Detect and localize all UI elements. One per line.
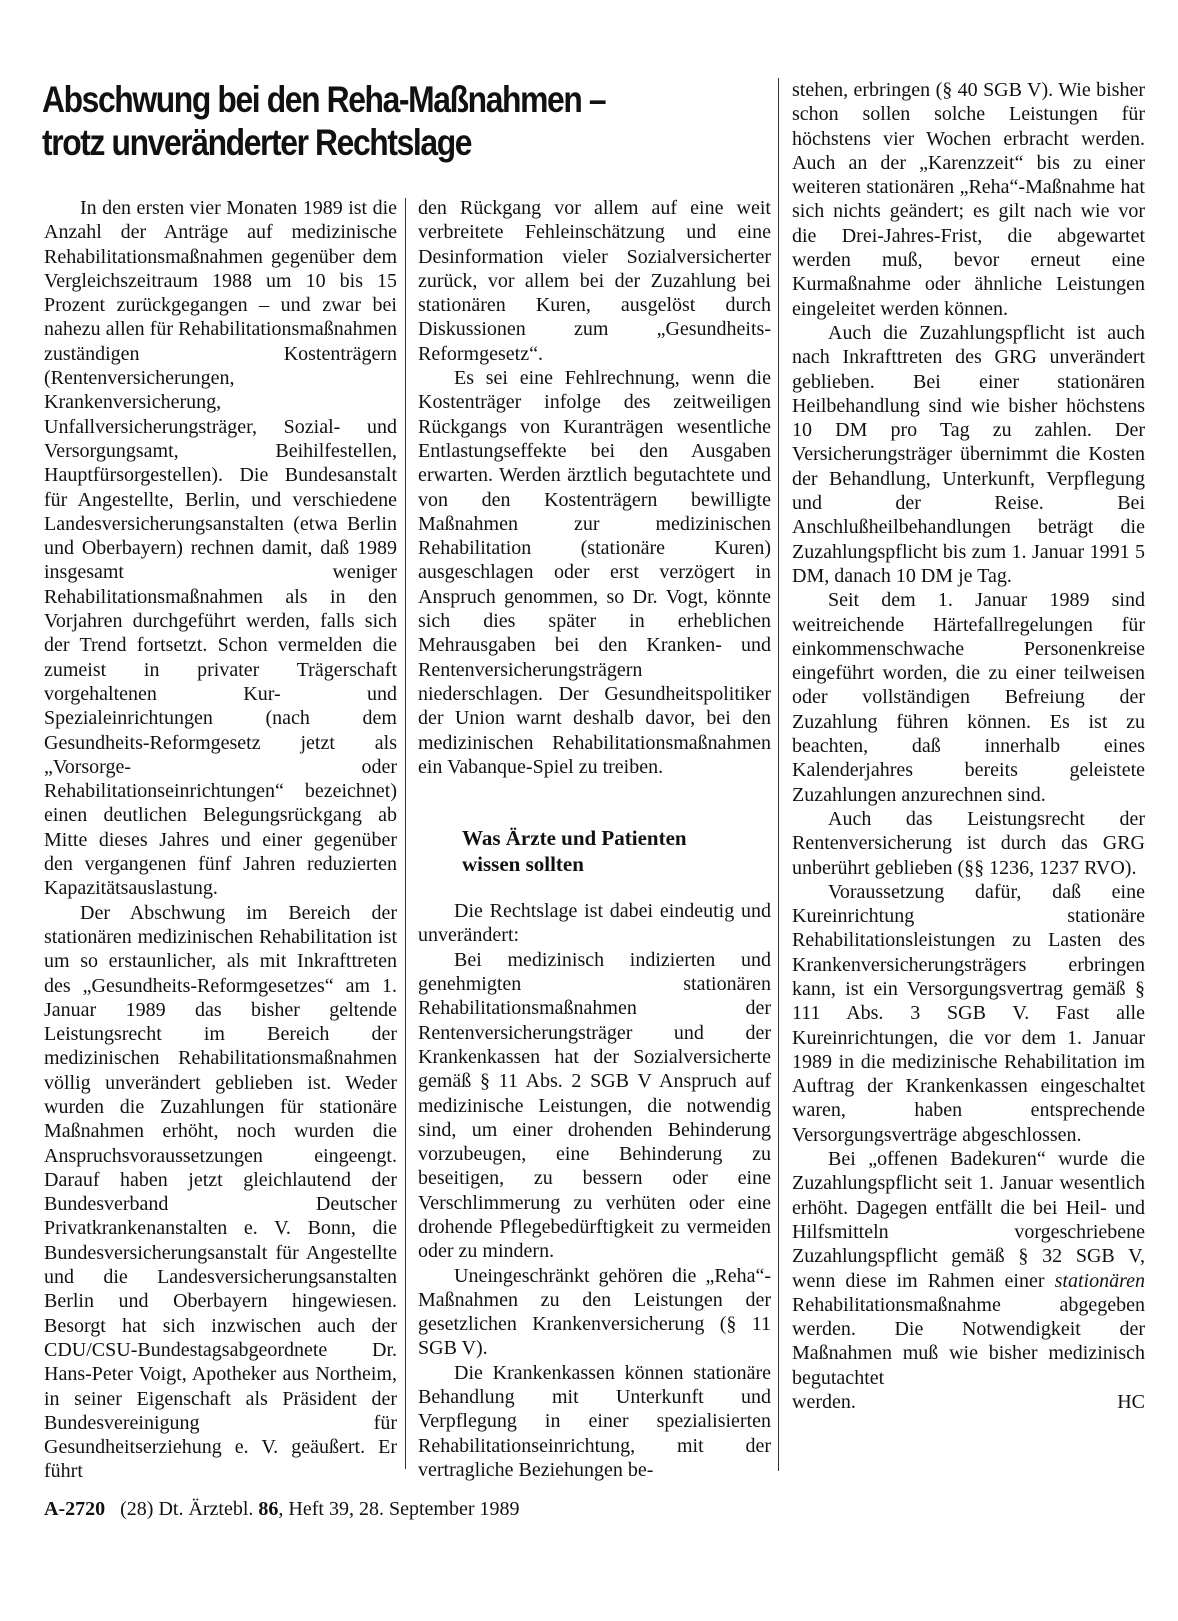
page-number: (28) (120, 1498, 154, 1520)
article-headline (42, 78, 644, 164)
paragraph-text: Bei „offenen Badekuren“ wurde die Zuzahlungspflicht seit 1. Januar wesentlich erhöht. Dagegen entfällt die bei Heil- und Hilfsmitteln vorgeschriebene Zuzahlungspflicht gemäß § 32 SGB V, wenn diese im Rahmen einer (792, 1148, 1145, 1292)
paragraph: Es sei eine Fehlrechnung, wenn die Kostenträger infolge des zeitweiligen Rückgangs von Kuranträgen wesentliche Entlastungseffekte bei den Ausgaben erwarten. Werden ärztlich begutachtete und von den Kostenträgern bewilligte Maßnahmen zur medizinischen Rehabilitation (stationäre Kuren) ausgeschlagen oder erst verzögert in Anspruch genommen, so Dr. Vogt, könnte sich dies später in erheblichen Mehrausgaben bei den Kranken- und Rentenversicherungsträgern niederschlagen. Der Gesundheitspolitiker der Union warnt deshalb davor, bei den medizinischen Rehabilitationsmaßnahmen ein Vabanque-Spiel zu treiben. (418, 367, 771, 778)
paragraph: Auch die Zuzahlungspflicht ist auch nach Inkrafttreten des GRG unverändert geblieben. Bei einer stationären Heilbehandlung sind wie bisher höchstens 10 DM pro Tag zu zahlen. Der Versicherungsträger übernimmt die Kosten der Behandlung, Unterkunft, Verpflegung und der Reise. Bei Anschlußheilbehandlungen beträgt die Zuzahlungspflicht bis zum 1. Januar 1991 5 DM, danach 10 DM je Tag. (792, 321, 1145, 587)
paragraph: stehen, erbringen (§ 40 SGB V). Wie bisher schon sollen solche Leistungen für höchstens vier Wochen erbracht werden. Auch an der „Karenzzeit“ bis zu einer weiteren stationären „Reha“-Maßnahme hat sich nichts geändert; es gilt nach wie vor die Drei-Jahres-Frist, die abgewartet werden muß, bevor erneut eine Kurmaßnahme oder ähnliche Leistungen eingeleitet werden können. (792, 79, 1145, 320)
author-signature: HC (1117, 1391, 1145, 1414)
paragraph: Der Abschwung im Bereich der stationären medizinischen Rehabilitation ist um so erstaunlicher, als mit Inkrafttreten des „Gesundheits-Reformgesetzes“ am 1. Januar 1989 das bisher geltende Leistungsrecht im Bereich der medizinischen Rehabilitationsmaßnahmen völlig unverändert geblieben ist. Weder wurden die Zuzahlungen für stationäre Maßnahmen erhöht, noch wurden die Anspruchsvoraussetzungen eingeengt. Darauf haben jetzt gleichlautend der Bundesverband Deutscher Privatkrankenanstalten e. V. Bonn, die Bundesversicherungsanstalt für Angestellte und die Landesversicherungsanstalten Berlin und Oberbayern hingewiesen. Besorgt hat sich inzwischen auch der CDU/CSU-Bundestagsabgeordnete Dr. Hans-Peter Voigt, Apotheker aus Northeim, in seiner Eigenschaft als Präsident der Bundesvereinigung für Gesundheitserziehung e. V. geäußert. Er führt (44, 901, 397, 1483)
journal-volume: 86 (258, 1498, 279, 1520)
page-code: A-2720 (44, 1498, 106, 1520)
paragraph: Bei medizinisch indizierten und genehmigten stationären Rehabilitationsmaßnahmen der Rentenversicherungsträger und der Krankenkassen hat der Sozialversicherte gemäß § 11 Abs. 2 SGB V Anspruch auf medizinische Leistungen, die notwendig sind, um einer drohenden Behinderung vorzubeugen, eine Behinderung zu beseitigen, zu bessern oder eine Verschlimmerung zu verhüten oder eine drohende Pflegebedürftigkeit zu vermeiden oder zu mindern. (418, 948, 771, 1263)
text-column-3 (792, 78, 1145, 1414)
paragraph (792, 1147, 1145, 1390)
text-column-1 (44, 196, 397, 1484)
journal-name: Dt. Ärztebl. (158, 1498, 254, 1520)
paragraph: Die Krankenkassen können stationäre Behandlung mit Unterkunft und Verpflegung in einer spezialisierten Rehabilitationseinrichtung, mit der vertragliche Beziehungen be- (418, 1361, 771, 1481)
paragraph-text: Rehabilitationsmaßnahme abgegeben werden. Die Notwendigkeit der Maßnahmen muß wie bisher medizinisch begutachtet (792, 1293, 1145, 1389)
column-divider-2 (778, 78, 779, 1471)
journal-issue: , Heft 39, 28. September 1989 (278, 1498, 520, 1520)
paragraph: den Rückgang vor allem auf eine weit verbreitete Fehleinschätzung und eine Desinformation vieler Sozialversicherter zurück, vor allem bei der Zuzahlung bei stationären Kuren, ausgelöst durch Diskussionen zum „Gesundheits-Reformgesetz“. (418, 197, 771, 365)
headline-line-1: Abschwung bei den Reha-Maßnahmen – (42, 79, 606, 120)
paragraph: Voraussetzung dafür, daß eine Kureinrichtung stationäre Rehabilitationsleistungen zu Lasten des Krankenversicherungsträgers erbringen kann, ist ein Versorgungsvertrag gemäß § 111 Abs. 3 SGB V. Fast alle Kureinrichtungen, die vor dem 1. Januar 1989 in die medizinische Rehabilitation im Auftrag der Krankenkassen eingeschaltet waren, haben entsprechende Versorgungsverträge abgeschlossen. (792, 880, 1145, 1146)
closing-line (792, 1390, 1145, 1414)
column-divider-1 (405, 198, 406, 1469)
subheading-line-2: wissen sollten (462, 852, 584, 877)
text-column-2 (418, 196, 771, 1482)
subheading-line-1: Was Ärzte und Patienten (462, 826, 687, 851)
paragraph: Die Rechtslage ist dabei eindeutig und unverändert: (418, 900, 771, 947)
paragraph: In den ersten vier Monaten 1989 ist die Anzahl der Anträge auf medizinische Rehabilitationsmaßnahmen gegenüber dem Vergleichszeitraum 1988 um 10 bis 15 Prozent zurückgegangen – und zwar bei nahezu allen für Rehabilitationsmaßnahmen zuständigen Kostenträgern (Rentenversicherungen, Krankenversicherung, Unfallversicherungsträger, Sozial- und Versorgungsamt, Beihilfestellen, Hauptfürsorgestellen). Die Bundesanstalt für Angestellte, Berlin, und verschiedene Landesversicherungsanstalten (etwa Berlin und Oberbayern) rechnen damit, daß 1989 insgesamt weniger Rehabilitationsmaßnahmen als in den Vorjahren durchgeführt werden, falls sich der Trend fortsetzt. Schon vermelden die zumeist in privater Trägerschaft vorgehaltenen Kur- und Spezialeinrichtungen (nach dem Gesundheits-Reformgesetz jetzt als „Vorsorge- oder Rehabilitationseinrichtungen“ bezeichnet) einen deutlichen Belegungsrückgang ab Mitte dieses Jahres und einer gegenüber den vergangenen fünf Jahren reduzierten Kapazitätsauslastung. (44, 197, 397, 900)
closing-word: werden. (792, 1391, 856, 1414)
emphasis-text: stationären (1054, 1269, 1145, 1292)
headline-line-2: trotz unveränderter Rechtslage (42, 122, 472, 163)
paragraph: Seit dem 1. Januar 1989 sind weitreichende Härtefallregelungen für einkommenschwache Personenkreise eingeführt worden, die zu einer teilweisen oder vollständigen Befreiung der Zuzahlung führen können. Es ist zu beachten, daß innerhalb eines Kalenderjahres bereits geleistete Zuzahlungen anzurechnen sind. (792, 589, 1145, 806)
section-subheading (462, 825, 771, 877)
paragraph: Uneingeschränkt gehören die „Reha“-Maßnahmen zu den Leistungen der gesetzlichen Krankenversicherung (§ 11 SGB V). (418, 1264, 771, 1360)
paragraph: Auch das Leistungsrecht der Rentenversicherung ist durch das GRG unberührt geblieben (§§ 1236, 1237 RVO). (792, 807, 1145, 879)
page-footer (44, 1497, 520, 1521)
